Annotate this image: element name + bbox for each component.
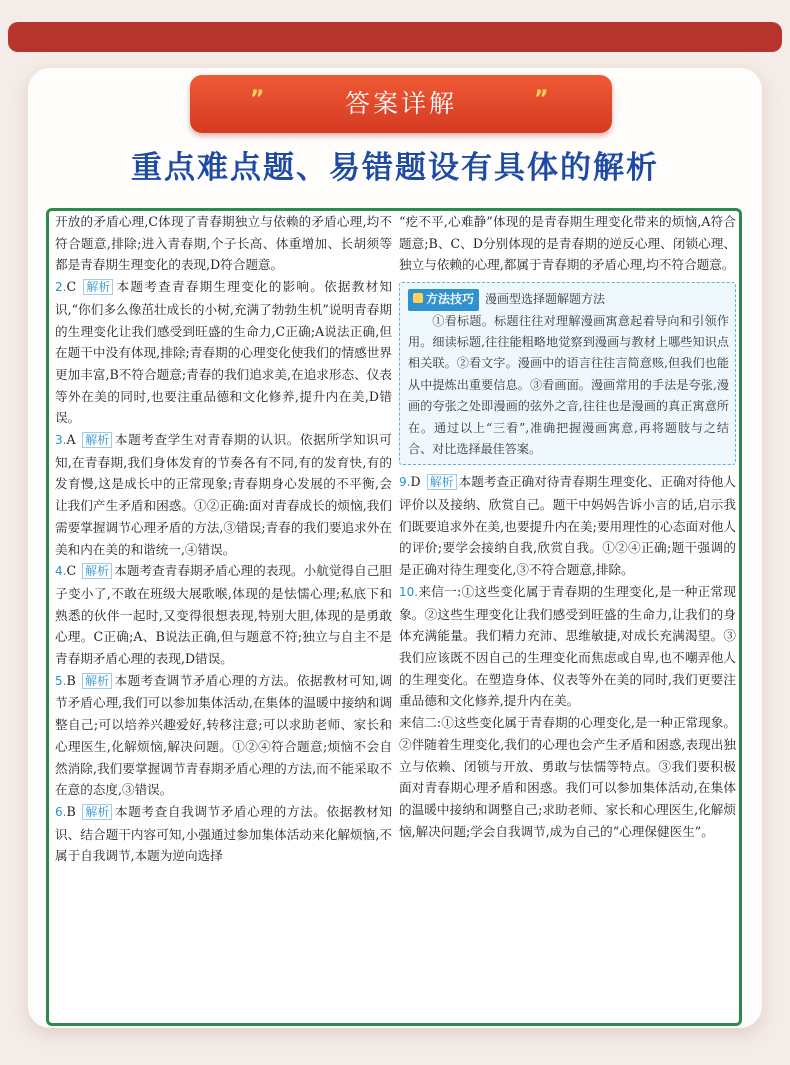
- left-column: [55, 211, 392, 867]
- item-number: 10.: [399, 584, 419, 599]
- item-answer: A: [66, 432, 76, 448]
- item-text: 本题考查青春期生理变化的影响。依据教材知识,“你们多么像茁壮成长的小树,充满了勃勃生机”说明青春期的生理变化让我们感受到旺盛的生命力,C正确;A说法正确,但在题干中没有体现,排除;青春期的心理变化使我们的情感世界更加丰富,B不符合题意;青春的我们追求美,在追求形态、仪表等外在美的同时,也要注重品德和文化修养,提升内在美,D错误。: [55, 279, 392, 426]
- tips-heading: 漫画型选择题解题方法: [485, 292, 606, 307]
- item-text: 本题考查调节矛盾心理的方法。依据教材可知,调节矛盾心理,我们可以参加集体活动,在集体的温暖中接纳和调整自己;可以培养兴趣爱好,转移注意;可以求助老师、家长和心理医生,化解烦恼,解决问题。①②④符合题意;烦恼不会自然消除,我们要掌握调节青春期矛盾心理的方法,而不能采取不在意的态度,③错误。: [55, 672, 392, 798]
- item-text: 本题考查学生对青春期的认识。依据所学知识可知,在青春期,我们身体发育的节奏各有不同,有的发育快,有的发育慢,这是成长中的正常现象;青春期身心发展的不平衡,会让我们产生矛盾和困惑。①②正确:面对青春成长的烦恼,我们需要掌握调节心理矛盾的方法,③错误;青春的我们要追求外在美和内在美的和谐统一,④错误。: [55, 432, 392, 557]
- item-number: 9.: [399, 475, 411, 490]
- tips-header: [408, 289, 729, 310]
- quote-mark-right-icon: ”: [534, 87, 549, 112]
- item-text: 本题考查青春期矛盾心理的表现。小航觉得自己胆子变小了,不敢在班级大展歌喉,体现的是怯懦心理;私底下和熟悉的伙伴一起时,又变得很想表现,特别大胆,体现的是勇敢心理。C正确;A、B说法正确,但与题意不符;独立与自主不是青春期矛盾心理的表现,D错误。: [55, 563, 392, 667]
- quote-mark-left-icon: ”: [250, 87, 265, 112]
- right-intro: “疙不平,心难静”体现的是青春期生理变化带来的烦恼,A符合题意;B、C、D分别体现的是青春期的逆反心理、闭锁心理、独立与依赖的心理,都属于青春期的矛盾心理,均不符合题意。: [399, 214, 736, 273]
- item-answer: C: [66, 563, 77, 579]
- banner-title: 答案详解: [344, 89, 457, 118]
- answer-item: [399, 581, 736, 712]
- item-answer: D: [410, 474, 421, 490]
- analysis-tag: 解析: [82, 673, 112, 689]
- right-column: [399, 211, 736, 842]
- lightbulb-icon: [413, 293, 423, 303]
- analysis-tag: 解析: [82, 804, 112, 820]
- tips-body: ①看标题。标题往往对理解漫画寓意起着导向和引领作用。细读标题,往往能粗略地觉察到漫画与教材上哪些知识点相关联。②看文字。漫画中的语言往往言简意赅,但我们也能从中提炼出重要信息。③看画面。漫画常用的手法是夸张,漫画的夸张之处即漫画的弦外之音,往往也是漫画的真正寓意所在。通过以上“三看”,准确把握漫画寓意,再将题肢与之结合、对比选择最佳答案。: [408, 313, 729, 456]
- item-number: 5.: [55, 673, 67, 688]
- item-text: 来信一:①这些变化属于青春期的生理变化,是一种正常现象。②这些生理变化让我们感受到旺盛的生命力,让我们的身体充满能量。我们精力充沛、思维敏捷,对成长充满渴望。③我们应该既不因自己的生理变化而焦虑或自卑,也不嘲弄他人的生理变化。在塑造身体、仪表等外在美的同时,我们更要注重品德和文化修养,提升内在美。: [399, 583, 736, 709]
- item-number: 3.: [55, 433, 67, 448]
- page-subtitle: 重点难点题、易错题设有具体的解析: [131, 150, 659, 186]
- letter-two: 来信二:①这些变化属于青春期的心理变化,是一种正常现象。②伴随着生理变化,我们的心理也会产生矛盾和困惑,表现出独立与依赖、闭锁与开放、勇敢与怯懦等特点。③我们要积极面对青春期心理矛盾和困惑。我们可以参加集体活动,在集体的温暖中接纳和调整自己;求助老师、家长和心理医生,化解烦恼,解决问题;学会自我调节,成为自己的“心理保健医生”。: [399, 715, 736, 839]
- analysis-tag: 解析: [427, 474, 457, 490]
- answer-item: [55, 801, 392, 867]
- item-number: 4.: [55, 564, 67, 579]
- tips-label-text: 方法技巧: [426, 292, 475, 307]
- item-number: 6.: [55, 804, 67, 819]
- answer-item: [399, 471, 736, 581]
- top-bar: [8, 22, 782, 52]
- analysis-tag: 解析: [82, 432, 112, 448]
- left-intro: 开放的矛盾心理,C体现了青春期独立与依赖的矛盾心理,均不符合题意,排除;进入青春期,个子长高、体重增加、长胡须等都是青春期生理变化的表现,D符合题意。: [55, 214, 392, 273]
- answer-banner: [190, 75, 612, 133]
- analysis-tag: 解析: [82, 563, 112, 579]
- item-answer: B: [66, 803, 76, 819]
- item-answer: B: [66, 672, 76, 688]
- item-text: 本题考查正确对待青春期生理变化、正确对待他人评价以及接纳、欣赏自己。题干中妈妈告诉小言的话,启示我们既要追求外在美,也要提升内在美;要用理性的心态面对他人的评价;要学会接纳自我,欣赏自我。①②④正确;题干强调的是正确对待生理变化,③不符合题意,排除。: [399, 474, 737, 578]
- answer-item: [55, 670, 392, 801]
- answer-item: [55, 276, 392, 429]
- analysis-tag: 解析: [83, 279, 113, 295]
- item-text: 本题考查自我调节矛盾心理的方法。依据教材知识、结合题干内容可知,小强通过参加集体活动来化解烦恼,不属于自我调节,本题为逆向选择: [55, 803, 392, 864]
- method-tips-box: [399, 282, 736, 465]
- tips-label: [408, 289, 479, 310]
- item-answer: C: [66, 279, 77, 295]
- answer-item: [55, 560, 392, 670]
- item-number: 2.: [55, 280, 67, 295]
- answer-item: [55, 429, 392, 560]
- answer-page: [46, 208, 742, 1026]
